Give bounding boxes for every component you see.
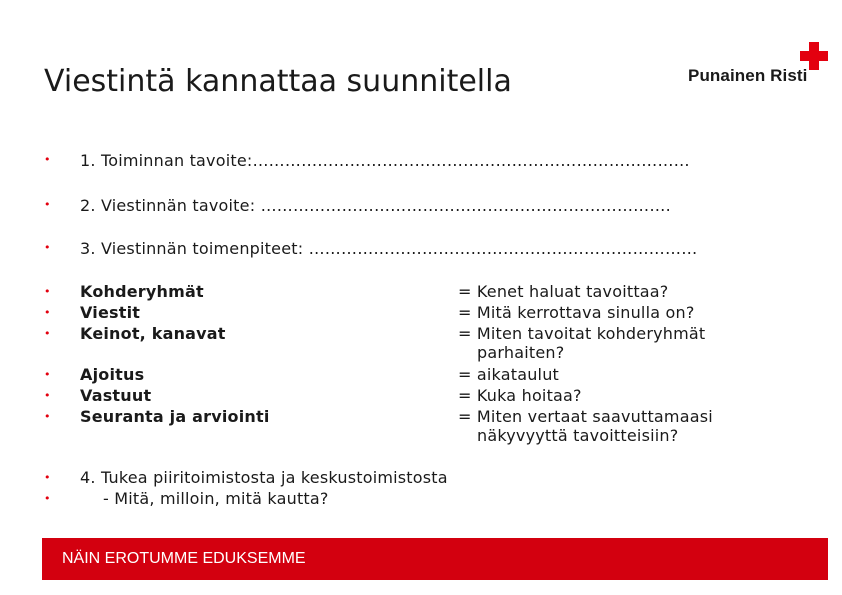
plan-definition-continued: parhaiten? xyxy=(477,343,565,362)
goal-3: 3. Viestinnän toimenpiteet: ……………………………………………………………… xyxy=(80,239,698,258)
bullet-icon: • xyxy=(44,198,51,211)
bullet-icon: • xyxy=(44,410,51,423)
plan-definition: = Kenet haluat tavoittaa? xyxy=(458,282,669,301)
support-line-2: - Mitä, milloin, mitä kautta? xyxy=(103,489,329,508)
plan-definition: = Miten vertaat saavuttamaasi xyxy=(458,407,713,426)
plan-term: Viestit xyxy=(80,303,141,322)
plan-definition: = aikataulut xyxy=(458,365,560,384)
plan-definition-continued: näkyvyyttä tavoitteisiin? xyxy=(477,426,679,445)
bullet-icon: • xyxy=(44,471,51,484)
punainen-risti-logo xyxy=(688,42,830,88)
bullet-icon: • xyxy=(44,327,51,340)
support-line-1: 4. Tukea piiritoimistosta ja keskustoimistosta xyxy=(80,468,448,487)
footer-slogan: NÄIN EROTUMME EDUKSEMME xyxy=(62,550,306,567)
goal-1: 1. Toiminnan tavoite:……………………………………………………………………… xyxy=(80,151,690,170)
bullet-icon: • xyxy=(44,492,51,505)
goal-2: 2. Viestinnän tavoite: …………………………………………………………………. xyxy=(80,196,671,215)
bullet-icon: • xyxy=(44,153,51,166)
plan-term: Vastuut xyxy=(80,386,152,405)
bullet-icon: • xyxy=(44,306,51,319)
logo-text: Punainen Risti xyxy=(688,66,808,85)
plan-term: Ajoitus xyxy=(80,365,145,384)
footer-banner xyxy=(42,538,828,580)
plan-definition: = Miten tavoitat kohderyhmät xyxy=(458,324,706,343)
plan-definition: = Kuka hoitaa? xyxy=(458,386,582,405)
plan-term: Keinot, kanavat xyxy=(80,324,226,343)
bullet-icon: • xyxy=(44,389,51,402)
bullet-icon: • xyxy=(44,241,51,254)
bullet-icon: • xyxy=(44,285,51,298)
plan-term: Seuranta ja arviointi xyxy=(80,407,270,426)
page-title: Viestintä kannattaa suunnitella xyxy=(44,64,512,99)
plan-definition: = Mitä kerrottava sinulla on? xyxy=(458,303,695,322)
plan-term: Kohderyhmät xyxy=(80,282,204,301)
bullet-icon: • xyxy=(44,368,51,381)
